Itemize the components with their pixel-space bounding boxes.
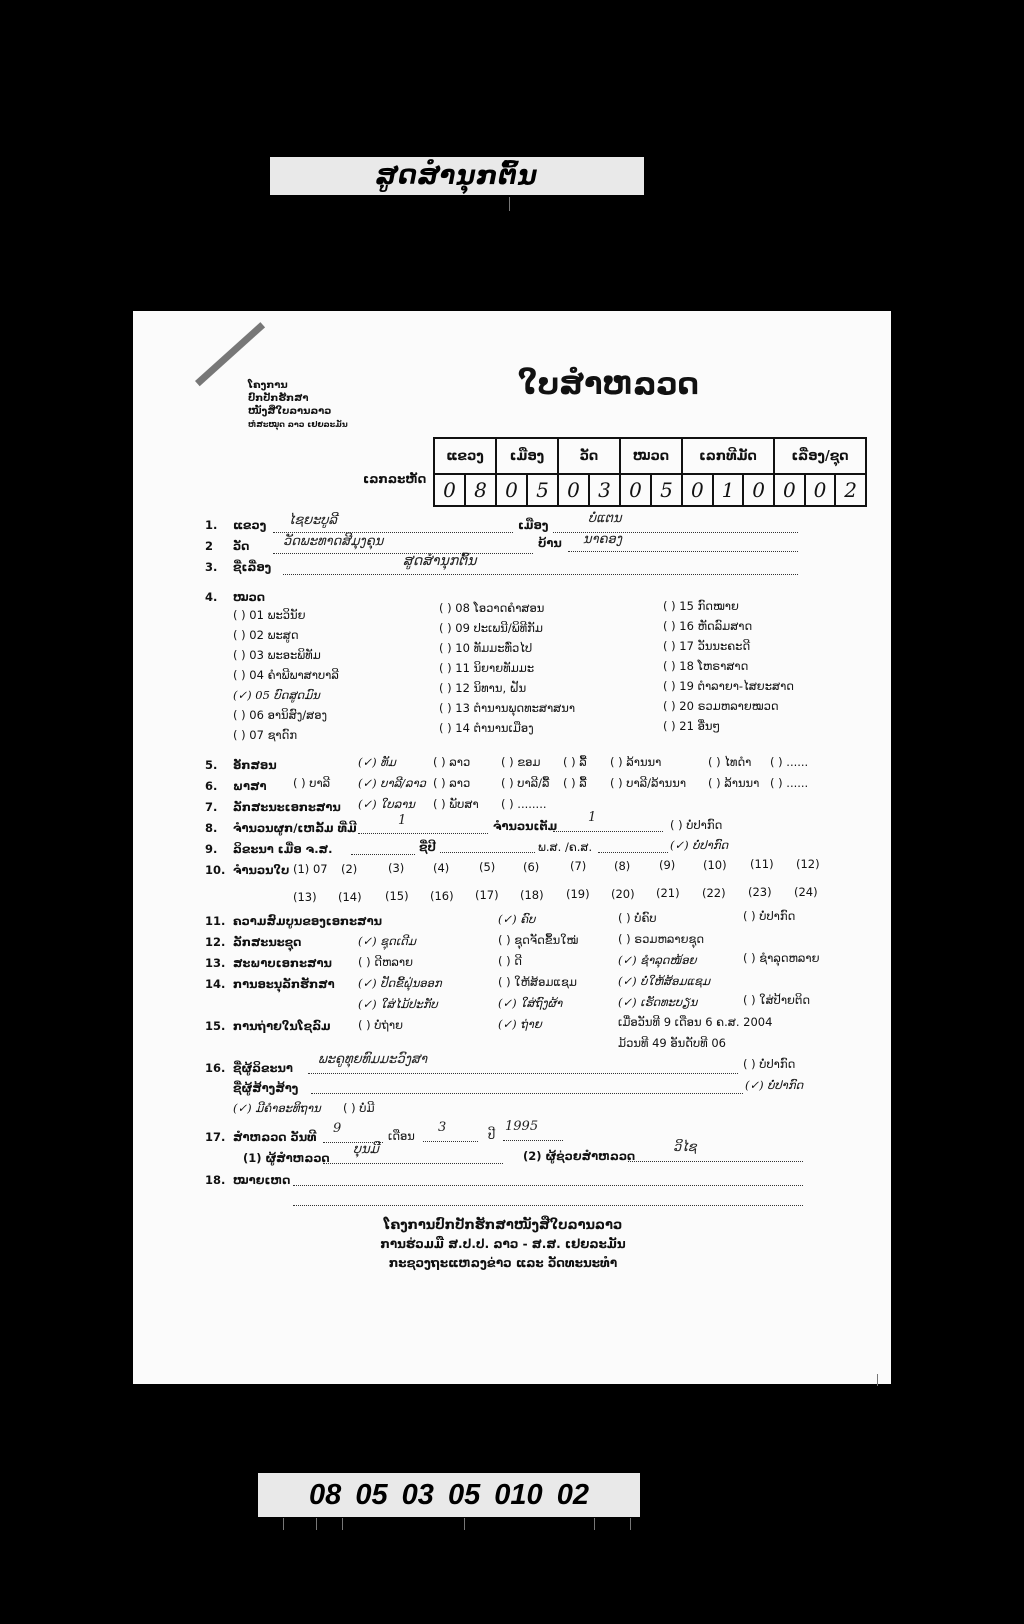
leaves-cell: (3) [388,861,405,875]
leaves-cell: (4) [433,861,450,875]
remarks-label: ໝາຍເຫດ [233,1173,291,1187]
temple-value: ວັດພະທາດສີມຸງຄຸນ [283,534,384,549]
code-header-row [434,438,866,474]
category-option: ( ) 21 ອື່ນໆ [663,719,721,733]
village-label: ບ້ານ [538,536,562,550]
leaves-cell: (16) [430,889,454,903]
category-option: ( ) 14 ຕຳນານເມືອງ [439,721,534,735]
top-title-strip: ສູດສຳນຸກຕົ້ນ [270,157,644,195]
survey-date-label: ສຳຫລວດ ວັນທີ [233,1130,317,1144]
title-label: ຊື່ເລື່ອງ [233,560,272,574]
microfilm-label: ການຖ່າຍໃນໂຊລົມ [233,1019,331,1033]
surveyor-value: ບຸນມີ [353,1142,379,1157]
language-label: ພາສາ [233,779,267,793]
set-type-label: ລັກສະນະຊຸດ [233,935,302,949]
category-option: ( ) 15 ກົດໝາຍ [663,599,739,613]
fascicles-label: ຈຳນວນຜູກ/ເຫລັ້ມ ທີ່ມີ [233,821,357,835]
row-number: 3. [205,560,218,574]
script-option: ( ) ...... [770,755,809,769]
surveyor-label: (1) ຜູ້ສຳຫລວດ [243,1151,330,1165]
code-digit: 0 [620,474,651,506]
sponsor-label: ຊື່ຜູ້ສ້າງສ້າງ [233,1081,299,1095]
category-option: ( ) 04 ຄຳພີພາສາບາລີ [233,668,339,682]
language-option: ( ) ...... [770,776,809,790]
completeness-option: ( ) ບໍ່ຄົບ [618,911,657,925]
leaves-cell: (2) [341,862,358,876]
row-number: 4. [205,590,218,604]
survey-day: 9 [333,1121,342,1136]
leaves-cell: (21) [656,886,680,900]
preservation-option: ( ) ໃສ່ປ້າຍຕິດ [743,993,811,1007]
script-option: ( ) ລື້ [563,755,587,769]
category-option: ( ) 07 ຊາດົກ [233,728,298,742]
code-digit: 0 [496,474,527,506]
category-option: ( ) 20 ຣວມຫລາຍໝວດ [663,699,779,713]
row-number: 17. [205,1130,226,1144]
assistant-value: ວິໄຊ [673,1140,697,1155]
leaves-cell: (13) [293,890,317,904]
row-number: 9. [205,842,218,856]
microfilm-date: ເມື່ອວັນທີ 9 ເດືອນ 6 ຄ.ສ. 2004 [618,1015,773,1029]
leaves-cell: (23) [748,885,772,899]
survey-month-label: ເດືອນ [388,1129,415,1143]
leaves-cell: (14) [338,890,362,904]
footer-line: ການຮ່ວມມື ສ.ປ.ປ. ລາວ - ສ.ສ. ເຢຍລະມັນ [380,1237,626,1251]
set-type-option: ( ) ຣວມຫລາຍຊຸດ [618,932,705,946]
script-option: ( ) ໄທດຳ [708,755,752,769]
row-number: 12. [205,935,226,949]
condition-option: ( ) ດີຫລາຍ [358,955,413,969]
language-option: ( ) ລາວ [433,776,471,790]
code-digit: 0 [558,474,589,506]
org-line: ຫໍສະໝຸດ ລາວ ເຢຍລະມັນ [248,420,348,429]
row-number: 5. [205,758,218,772]
code-header: ໝວດ [620,438,682,474]
condition-option: ( ) ດີ [498,954,522,968]
survey-year-label: ປີ [488,1128,496,1142]
script-label: ອັກສອນ [233,758,277,772]
script-option: (✓) ທັມ [358,755,396,769]
org-line: ໂຄງການ [248,380,288,391]
preservation-option: (✓) ປັດຂີ້ຝຸ່ນອອກ [358,976,442,990]
bottom-code-strip: 08 05 03 05 010 02 [258,1473,640,1517]
scribe-not-shown: ( ) ບໍ່ປາກົດ [743,1057,796,1071]
row-number: 10. [205,863,226,877]
category-option: ( ) 12 ນິທານ, ຝັນ [439,681,527,695]
language-option: ( ) ບາລີ/ລ້ານນາ [610,776,687,790]
preservation-option: (✓) ໃສ່ຖົງຜ້າ [498,996,563,1010]
row-number: 13. [205,956,226,970]
category-option-checked: (✓) 05 ບົດສູດມົນ [233,688,320,702]
footer-line: ກະຊວງຖະແຫລງຂ່າວ ແລະ ວັດທະນະທຳ [388,1256,618,1270]
material-label: ລັກສະນະເອກະສານ [233,800,341,814]
scribe-value: ພະຄູທຸຍທົມມະວົງສາ [318,1052,428,1067]
code-header: ວັດ [558,438,620,474]
preservation-option: ( ) ໃຫ້ສ້ອມແຊມ [498,975,577,989]
category-option: ( ) 06 ອານິສົງ/ສອງ [233,708,328,722]
survey-form-sheet [133,311,891,1384]
microfilm-option: ( ) ບໍ່ຖ່າຍ [358,1018,403,1032]
condition-label: ສະພາບເອກະສານ [233,956,332,970]
code-digit: 1 [713,474,744,506]
leaves-cell: (1) 07 [293,862,328,876]
footer-line: ໂຄງການປົກປັກຮັກສາໜັງສືໃບລານລາວ [383,1218,623,1233]
code-header: ເມືອງ [496,438,558,474]
leaves-cell: (8) [614,859,631,873]
row-number: 11. [205,914,226,928]
preservation-option: (✓) ໃສ່ໄມ້ປະກັບ [358,997,438,1011]
leaves-cell: (17) [475,888,499,902]
row-number: 15. [205,1019,226,1033]
code-label: ເລກລະຫັດ [363,472,427,486]
survey-month: 3 [438,1120,447,1135]
village-value: ນາຄອງ [583,532,623,547]
form-title: ໃບສຳຫລວດ [518,367,699,402]
row-number: 18. [205,1173,226,1187]
material-option: ( ) ........ [501,797,547,811]
sponsor-not-shown: (✓) ບໍ່ປາກົດ [745,1078,804,1092]
leaves-cell: (20) [611,887,635,901]
category-option: ( ) 18 ໂຫຣາສາດ [663,659,749,673]
code-digit: 0 [805,474,836,506]
row-number: 6. [205,779,218,793]
code-header: ແຂວງ [434,438,496,474]
leaves-label: ຈຳນວນໃບ [233,863,290,877]
category-option: ( ) 03 ພະອະພິທັມ [233,648,321,662]
org-block [248,379,348,431]
org-line: ປົກປັກຮັກສາ [248,393,309,404]
preservation-label: ການອະນຸລັກຮັກສາ [233,977,335,991]
category-option: ( ) 09 ປະເພນີ/ພິທີກັມ [439,621,543,635]
code-digit: 3 [589,474,620,506]
leaves-cell: (9) [659,858,676,872]
script-option: ( ) ຂອມ [501,755,541,769]
set-type-option: ( ) ຊຸດຈັດຂຶ້ນໃໝ່ [498,933,579,947]
scribe-label: ຊື່ຜູ້ລິຂະນາ [233,1061,293,1075]
material-option: ( ) ພັບສາ [433,797,479,811]
diagonal-stamp [195,322,265,386]
complete-count-value: 1 [588,810,597,825]
written-date-label: ລິຂະນາ ເມື່ອ ຈ.ສ. [233,842,333,856]
code-digit: 8 [465,474,496,506]
code-digit: 5 [527,474,558,506]
district-label: ເມືອງ [518,518,549,532]
category-option: ( ) 01 ພະວິນັຍ [233,608,306,622]
footer-block [373,1216,633,1273]
district-value: ບໍ່ແຕນ [588,511,622,526]
year-name-label: ຊື່ປີ [419,840,436,854]
colophon-option: ( ) ບໍ່ມີ [343,1101,375,1115]
leaves-cell: (24) [794,885,818,899]
microfilm-option: (✓) ຖ່າຍ [498,1017,542,1031]
category-option: ( ) 08 ໂອວາດຄຳສອນ [439,601,545,615]
set-type-option: (✓) ຊຸດເດີມ [358,934,416,948]
category-option: ( ) 16 ຫັດລົມສາດ [663,619,753,633]
category-label: ໝວດ [233,590,265,604]
title-value: ສູດສຳນຸກຕົ້ນ [403,553,477,569]
leaves-cell: (11) [750,857,774,871]
language-option: ( ) ບາລີ [293,776,331,790]
script-option: ( ) ລາວ [433,755,471,769]
era-label: ພ.ສ. /ຄ.ສ. [538,840,593,854]
leaves-cell: (10) [703,858,727,872]
code-digit-row [434,474,866,506]
condition-option: ( ) ຊຳລຸດຫລາຍ [743,951,820,965]
leaves-cell: (18) [520,888,544,902]
org-line: ໜັງສືໃບລານລາວ [248,406,332,417]
language-option: ( ) ລ້ານນາ [708,776,760,790]
code-digit: 0 [682,474,713,506]
code-digit: 0 [743,474,774,506]
assistant-label: (2) ຜູ້ຊ່ວຍສຳຫລວດ [523,1149,636,1163]
row-number: 1. [205,518,218,532]
survey-year: 1995 [505,1119,539,1134]
leaves-cell: (15) [385,889,409,903]
code-digit: 0 [434,474,465,506]
not-shown-option-checked: (✓) ບໍ່ປາກົດ [670,838,729,852]
complete-count-label: ຈຳນວນເຕັມ [493,819,558,833]
category-option: ( ) 02 ພະສູດ [233,628,299,642]
row-number: 8. [205,821,218,835]
temple-label: ວັດ [233,539,250,553]
category-option: ( ) 17 ວັນນະຄະດີ [663,639,751,653]
condition-option: (✓) ຊຳລຸດໜ້ອຍ [618,953,697,967]
code-header: ເລື່ອງ/ຊຸດ [774,438,866,474]
code-digit: 0 [774,474,805,506]
leaves-cell: (19) [566,887,590,901]
code-table [433,437,867,507]
row-number: 14. [205,977,226,991]
language-option: ( ) ບາລີ/ລື້ [501,776,550,790]
preservation-option: (✓) ເຮັດທະບຽນ [618,995,698,1009]
row-number: 2 [205,539,214,553]
not-shown-option: ( ) ບໍ່ປາກົດ [670,818,723,832]
category-option: ( ) 10 ທັມມະທົ່ວໄປ [439,641,533,655]
language-option: (✓) ບາລີ/ລາວ [358,776,426,790]
completeness-option: ( ) ບໍ່ປາກົດ [743,909,796,923]
row-number: 7. [205,800,218,814]
code-digit: 2 [835,474,866,506]
microfilm-roll: ມ້ວນທີ 49 ອັນດັບທີ 06 [618,1036,726,1050]
leaves-cell: (7) [570,859,587,873]
completeness-label: ຄວາມສົມບູນຂອງເອກະສານ [233,914,382,928]
fascicles-value: 1 [398,813,407,828]
code-digit: 5 [651,474,682,506]
province-label: ແຂວງ [233,518,267,532]
row-number: 16. [205,1061,226,1075]
category-option: ( ) 19 ຕຳລາຍາ-ໄສຍະສາດ [663,679,794,693]
code-header: ເລກທີມັດ [682,438,774,474]
colophon-option: (✓) ມີຄຳອະທິຖານ [233,1101,321,1115]
language-option: ( ) ລື້ [563,776,587,790]
leaves-cell: (12) [796,857,820,871]
category-option: ( ) 11 ນິຍາຍທັມມະ [439,661,535,675]
category-option: ( ) 13 ຕຳນານພຸດທະສາສນາ [439,701,576,715]
province-value: ໄຊຍະບູລີ [288,513,337,528]
leaves-cell: (22) [702,886,726,900]
material-option: (✓) ໃບລານ [358,797,415,811]
preservation-option: (✓) ບໍ່ໃຫ້ສ້ອມແຊມ [618,974,711,988]
completeness-option: (✓) ຄົບ [498,912,536,926]
leaves-cell: (5) [479,860,496,874]
leaves-cell: (6) [523,860,540,874]
script-option: ( ) ລ້ານນາ [610,755,662,769]
